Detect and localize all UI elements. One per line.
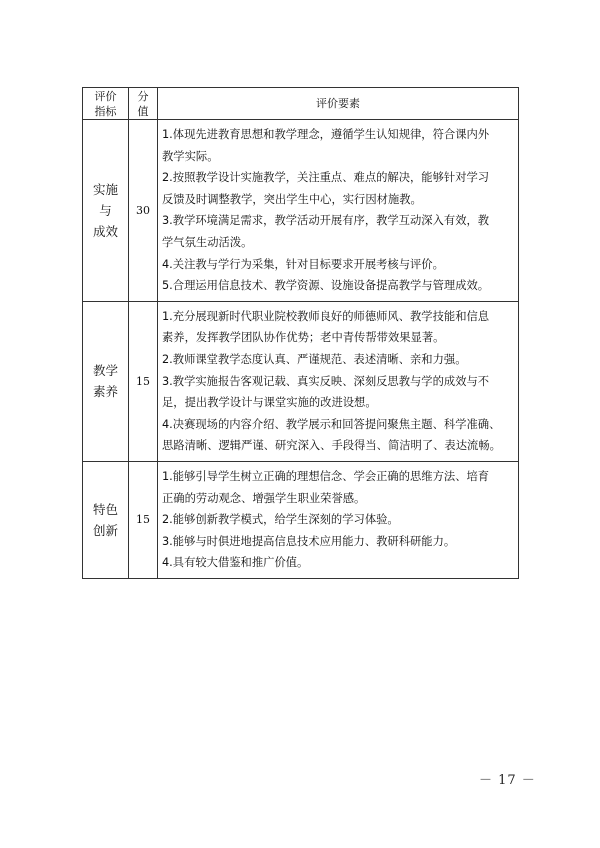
header-indicator-line1: 评价: [94, 89, 117, 103]
element-line: 足，提出教学设计与课堂实施的改进设想。: [162, 396, 377, 410]
table-row: [83, 120, 519, 302]
indicator-text: 成效: [92, 223, 118, 239]
header-indicator-line2: 指标: [94, 104, 117, 118]
indicator-cell: [83, 120, 129, 302]
table-row: [83, 301, 519, 461]
score-cell: 15: [129, 461, 158, 578]
indicator-cell: [83, 461, 129, 578]
indicator-text: 与: [99, 202, 112, 218]
element-line: 2.教师课堂教学态度认真、严谨规范、表述清晰、亲和力强。: [162, 352, 467, 366]
element-line: 学气氛生动活泼。: [162, 235, 253, 249]
element-line: 1.体现先进教育思想和教学理念，遵循学生认知规律，符合课内外: [162, 128, 490, 141]
element-line: 正确的劳动观念、增强学生职业荣誉感。: [162, 491, 366, 505]
header-indicator: [83, 88, 129, 120]
element-line: 3.能够与时俱进地提高信息技术应用能力、教研科研能力。: [162, 534, 456, 548]
element-line: 4.具有较大借鉴和推广价值。: [162, 556, 309, 570]
header-score: [129, 88, 158, 120]
element-line: 教学实际。: [162, 149, 219, 163]
element-line: 4.决赛现场的内容介绍、教学展示和回答提问聚焦主题、科学准确、: [162, 417, 501, 431]
indicator-text: 素养: [92, 384, 118, 400]
element-line: 1.能够引导学生树立正确的理想信念、学会正确的思维方法、培育: [162, 469, 490, 483]
element-line: 反馈及时调整教学，突出学生中心，实行因材施教。: [162, 192, 422, 206]
element-line: 1.充分展现新时代职业院校教师良好的师德师风、教学技能和信息: [162, 309, 490, 323]
indicator-text: 特色: [92, 501, 118, 517]
element-line: 素养，发挥教学团队协作优势；老中青传帮带效果显著。: [162, 331, 445, 345]
elements-cell: [158, 301, 519, 461]
element-line: 2.能够创新教学模式，给学生深刻的学习体验。: [162, 513, 399, 527]
indicator-text: 创新: [92, 522, 118, 538]
header-elements: 评价要素: [158, 88, 519, 120]
table-header-row: [83, 88, 519, 120]
table-row: [83, 461, 519, 578]
indicator-text: 实施: [92, 181, 118, 197]
element-line: 2.按照教学设计实施教学，关注重点、难点的解决，能够针对学习: [162, 171, 490, 185]
evaluation-table: [82, 87, 519, 579]
header-score-line1: 分: [137, 89, 149, 103]
element-line: 5.合理运用信息技术、教学资源、设施设备提高教学与管理成效。: [162, 279, 490, 293]
indicator-cell: [83, 301, 129, 461]
score-cell: 15: [129, 301, 158, 461]
indicator-text: 教学: [92, 363, 118, 379]
element-line: 思路清晰、逻辑严谨、研究深入、手段得当、简洁明了、表达流畅。: [162, 439, 501, 453]
page-number: － 17 －: [479, 773, 536, 788]
element-line: 3.教学实施报告客观记载、真实反映、深刻反思教与学的成效与不: [162, 374, 490, 388]
elements-cell: [158, 461, 519, 578]
header-score-line2: 值: [137, 104, 149, 118]
score-cell: 30: [129, 120, 158, 302]
elements-cell: [158, 120, 519, 302]
element-line: 4.关注教与学行为采集，针对目标要求开展考核与评价。: [162, 257, 444, 271]
element-line: 3.教学环境满足需求，教学活动开展有序，教学互动深入有效，教: [162, 214, 490, 228]
